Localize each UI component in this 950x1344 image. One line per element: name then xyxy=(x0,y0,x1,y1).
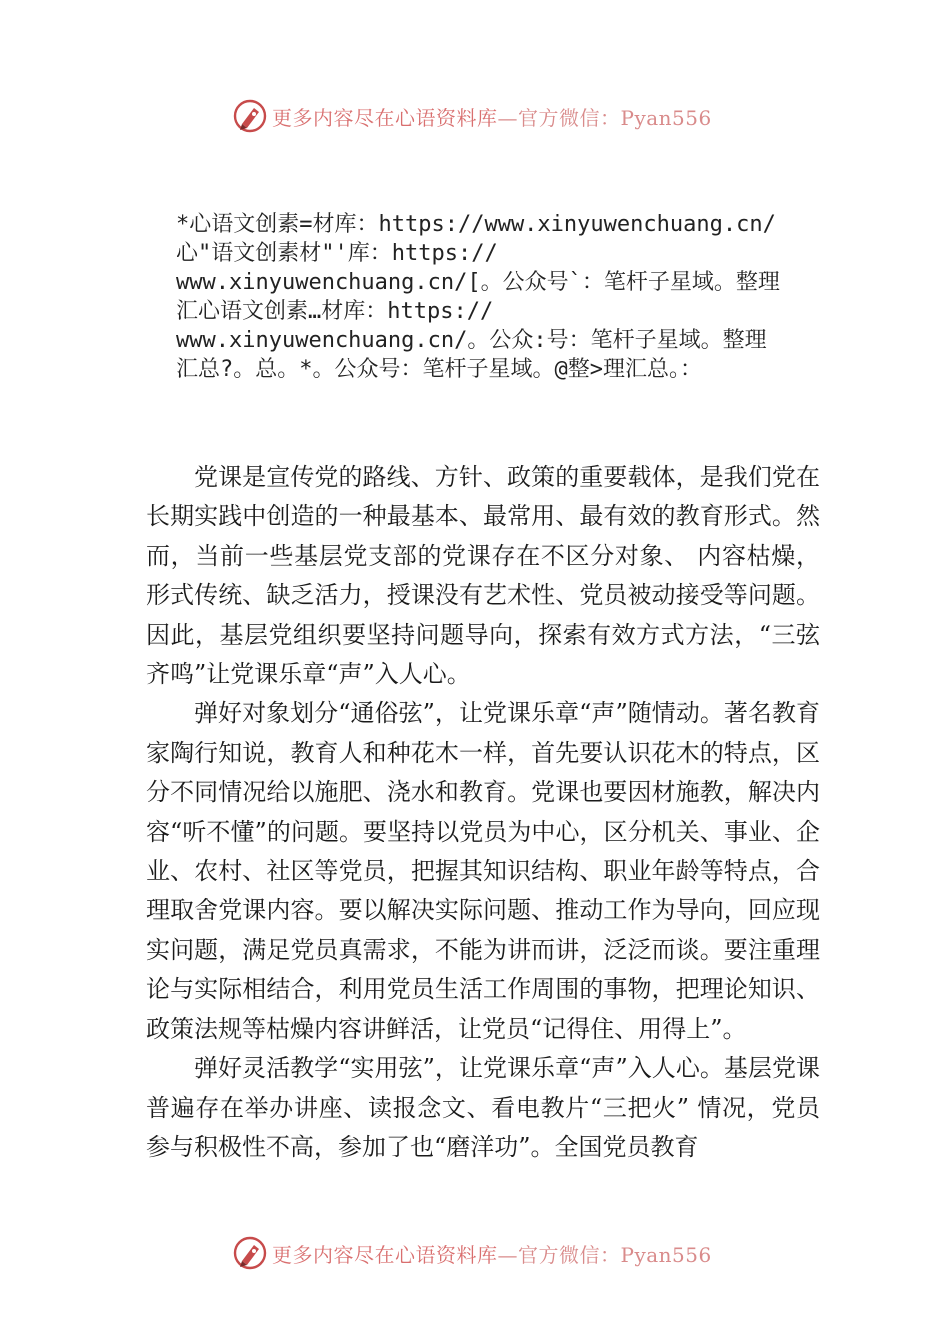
footer-banner-main: 更多内容尽在心语资料库 xyxy=(272,1242,498,1267)
footer-banner xyxy=(232,1233,712,1273)
article-body xyxy=(146,458,820,1167)
article-paragraph: 弹好灵活教学“实用弦”，让党课乐章“声”入人心。基层党课普遍存在举办讲座、读报念文、看电教片“三把火” 情况，党员参与积极性不高，参加了也“磨洋功”。全国党员教育 xyxy=(146,1054,820,1161)
header-banner-text xyxy=(272,102,712,131)
notice-line: 汇心语文创素…材库：https:// xyxy=(176,299,494,324)
notice-line: *心语文创素=材库：https://www.xinyuwenchuang.cn/ xyxy=(176,212,776,237)
header-banner-wechat: —官方微信：Pyan556 xyxy=(497,105,712,130)
article-paragraph: 弹好对象划分“通俗弦”，让党课乐章“声”随情动。著名教育家陶行知说，教育人和种花木一样，首先要认识花木的特点，区分不同情况给以施肥、浇水和教育。党课也要因材施教，解决内容“听不懂”的问题。要坚持以党员为中心，区分机关、事业、企业、农村、社区等党员，把握其知识结构、职业年龄等特点，合理取舍党课内容。要以解决实际问题、推动工作为导向，回应现实问题，满足党员真需求，不能为讲而讲，泛泛而谈。要注重理论与实际相结合，利用党员生活工作周围的事物，把理论知识、政策法规等枯燥内容讲鲜活，让党员“记得住、用得上”。 xyxy=(146,699,820,1043)
footer-banner-wechat: —官方微信：Pyan556 xyxy=(497,1242,712,1267)
article-paragraph: 党课是宣传党的路线、方针、政策的重要载体，是我们党在长期实践中创造的一种最基本、最常用、最有效的教育形式。然而，当前一些基层党支部的党课存在不区分对象、 内容枯燥，形式传统、缺乏活力，授课没有艺术性、党员被动接受等问题。因此，基层党组织要坚持问题导向，探索有效方式方法，“三弦齐鸣”让党课乐章“声”入人心。 xyxy=(146,463,820,689)
notice-line: www.xinyuwenchuang.cn/。公众:号：笔杆子星域。整理 xyxy=(176,328,767,353)
footer-banner-text xyxy=(272,1239,712,1268)
header-banner xyxy=(232,96,712,136)
header-banner-main: 更多内容尽在心语资料库 xyxy=(272,105,498,130)
source-notice xyxy=(176,210,826,384)
notice-line: 汇总?。总。*。公众号：笔杆子星域。@整>理汇总。： xyxy=(176,357,702,382)
notice-line: 心"语文创素材"'库：https:// xyxy=(176,241,498,266)
pen-nib-logo-icon xyxy=(232,1235,268,1271)
pen-nib-logo-icon xyxy=(232,98,268,134)
notice-line: www.xinyuwenchuang.cn/[。公众号`：笔杆子星域。整理 xyxy=(176,270,780,295)
